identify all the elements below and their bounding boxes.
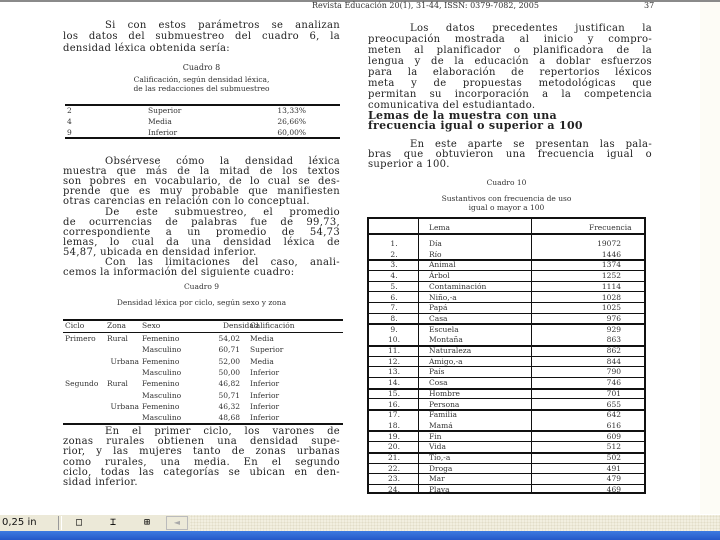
table-rule [63, 332, 343, 333]
lema-cell: Tío,-a [429, 453, 451, 462]
cuadro9-caption: Densidad léxica por ciclo, según sexo y zona [116, 298, 287, 307]
rank-cell: 10. [388, 335, 400, 345]
text-line: meten al planificador o planificadora de la [368, 45, 652, 56]
calificacion-cell: Inferior [250, 379, 280, 389]
multi-page-view-icon[interactable]: ⊞ [143, 517, 151, 528]
frequency-cell: 609 [606, 431, 621, 441]
scroll-left-button[interactable]: ◄ [166, 516, 188, 530]
text-line: superior a 100. [368, 159, 450, 170]
sexo-cell: Femenino [142, 356, 180, 366]
cuadro10-title: Cuadro 10 [486, 178, 527, 187]
frequency-cell: 655 [606, 399, 621, 409]
lema-cell: Árbol [429, 271, 450, 281]
header-ciclo: Ciclo [65, 321, 85, 330]
ciclo-cell: Segundo [65, 379, 99, 389]
densidad-cell: 54,02 [218, 334, 240, 343]
running-header: Revista Educación 20(1), 31-44, ISSN: 0379-7082, 2005 [312, 1, 539, 10]
rank-cell: 24. [388, 485, 400, 495]
text-line: para la elaboración de repertorios léxicos [368, 67, 652, 78]
text-line: cemos la información del siguiente cuadro: [63, 267, 295, 279]
rank-cell: 3. [390, 260, 398, 270]
rank-cell: 8. [390, 313, 398, 323]
rank-cell: 12. [388, 356, 400, 366]
calificacion-cell: Inferior [250, 367, 280, 377]
rating-cell: Superior [148, 106, 182, 115]
text-line: En este aparte se presentan las pala- [410, 139, 652, 150]
text-line: De este submuestreo, el promedio [105, 206, 340, 218]
text-line: zonas rurales obtienen una densidad supe- [63, 436, 340, 448]
frequency-cell: 790 [606, 367, 621, 377]
lema-cell: Día [429, 239, 442, 248]
text-line: otras carencias en relación con lo conceptual. [63, 196, 310, 208]
measurement-readout: 0,25 in [2, 517, 37, 528]
rank-cell: 20. [388, 442, 400, 452]
cuadro8-caption-1: Calificación, según densidad léxica, [133, 75, 270, 84]
sexo-cell: Femenino [142, 379, 180, 389]
single-page-view-icon[interactable]: □ [75, 517, 83, 528]
lema-cell: Escuela [429, 324, 459, 334]
calificacion-cell: Inferior [250, 413, 280, 423]
text-line: muestra que más de la mitad de los textos [63, 166, 340, 178]
lema-cell: Papá [429, 303, 448, 313]
text-line: correspondiente a un promedio de 54,73 [63, 226, 340, 238]
lema-cell: Droga [429, 463, 453, 473]
sexo-cell: Femenino [142, 334, 180, 343]
text-line: lengua y de la educación a doblar esfuerzos [368, 56, 652, 67]
sexo-cell: Femenino [142, 401, 180, 411]
frequency-cell: 746 [606, 378, 621, 388]
calificacion-cell: Media [250, 356, 274, 366]
text-line: comunicativa del estudiantado. [368, 100, 536, 111]
rank-cell: 6. [390, 292, 398, 302]
densidad-cell: 50,71 [218, 390, 240, 400]
lema-cell: Mar [429, 474, 445, 484]
frequency-cell: 844 [606, 356, 621, 366]
count-cell: 2 [67, 106, 72, 115]
lema-cell: Hombre [429, 388, 460, 398]
rating-cell: Media [148, 117, 172, 126]
cuadro10-table [367, 217, 646, 494]
lema-cell: Vida [429, 442, 446, 452]
calificacion-cell: Media [250, 334, 274, 343]
frequency-cell: 616 [606, 420, 621, 430]
densidad-cell: 50,00 [218, 367, 240, 377]
densidad-cell: 46,82 [218, 379, 240, 389]
count-cell: 9 [67, 128, 72, 137]
frequency-cell: 642 [606, 410, 621, 420]
rank-cell: 7. [390, 303, 398, 313]
lema-cell: Animal [429, 260, 456, 270]
text-line: lemas, lo cual da una densidad léxica de [63, 236, 340, 248]
text-line: prende que es muy probable que manifiesten [63, 186, 340, 198]
zona-cell: Rural [107, 379, 128, 389]
rank-cell: 5. [390, 281, 398, 291]
cuadro8-caption-2: de las redacciones del submuestreo [133, 84, 270, 93]
lema-cell: Casa [429, 313, 448, 323]
zona-cell: Urbana [110, 401, 139, 411]
rank-cell: 21. [388, 453, 400, 462]
frequency-cell: 479 [606, 474, 621, 484]
text-line: rior, y las mujeres tanto de zonas urbanas [63, 446, 340, 458]
rank-cell: 14. [388, 378, 400, 388]
rank-cell: 17. [388, 410, 400, 420]
calificacion-cell: Inferior [250, 401, 280, 411]
frequency-cell: 929 [606, 324, 621, 334]
text-line: ciclo, todas las categorías se ubican en den- [63, 466, 340, 478]
rank-cell: 11. [388, 346, 400, 355]
text-line: En el primer ciclo, los varones de [105, 426, 340, 437]
sexo-cell: Masculino [142, 367, 182, 377]
frequency-cell: 862 [606, 346, 621, 355]
cuadro10-caption-1: Sustantivos con frecuencia de uso [441, 194, 572, 203]
lema-cell: Montaña [429, 335, 463, 345]
zona-cell: Urbana [110, 356, 139, 366]
text-line: los datos del submuestreo del cuadro 6, la [63, 31, 340, 43]
frequency-cell: 701 [606, 388, 621, 398]
lema-cell: Familia [429, 410, 457, 420]
lema-cell: Contaminación [429, 281, 487, 291]
horizontal-scrollbar-track[interactable] [190, 515, 720, 532]
rank-cell: 23. [388, 474, 400, 484]
lema-cell: Fin [429, 431, 442, 441]
lema-cell: Río [429, 249, 442, 259]
frequency-cell: 1114 [601, 281, 621, 291]
header-zona: Zona [107, 321, 127, 330]
rank-cell: 15. [388, 388, 400, 398]
rank-cell: 18. [388, 420, 400, 430]
cuadro10-caption-2: igual o mayor a 100 [468, 203, 545, 212]
text-line: sidad inferior. [63, 477, 138, 488]
header-calificacion: Calificación [250, 321, 295, 330]
text-line: densidad léxica obtenida sería: [63, 42, 230, 54]
densidad-cell: 46,32 [218, 401, 240, 411]
table-rule [369, 233, 644, 235]
text-line: Obsérvese cómo la densidad léxica [105, 156, 340, 167]
rating-cell: Inferior [148, 128, 178, 137]
fit-width-view-icon[interactable]: ⌶ [109, 517, 117, 528]
frequency-cell: 491 [606, 463, 621, 473]
text-line: Si con estos parámetros se analizan [105, 20, 340, 31]
header-lema: Lema [429, 223, 451, 232]
text-line: son pobres en vocabulario, de lo cual se des- [63, 176, 340, 188]
rank-cell: 22. [388, 463, 400, 473]
text-line: permitan su incorporación a la competencia [368, 89, 652, 100]
frequency-cell: 469 [606, 485, 621, 495]
status-bar [0, 514, 720, 532]
percent-cell: 26,66% [277, 117, 306, 126]
text-line: Con las limitaciones del caso, anali- [105, 257, 340, 268]
text-line: bras que obtuvieron una frecuencia igual o [368, 149, 652, 160]
frequency-cell: 19072 [597, 239, 621, 248]
densidad-cell: 52,00 [218, 356, 240, 366]
table-rule [63, 423, 343, 425]
lema-cell: Persona [429, 399, 460, 409]
table-rule [65, 137, 340, 139]
rank-cell: 19. [388, 431, 400, 441]
lema-cell: Niño,-a [429, 292, 457, 302]
rank-cell: 2. [390, 249, 398, 259]
percent-cell: 13,33% [277, 106, 306, 115]
sexo-cell: Masculino [142, 390, 182, 400]
header-sexo: Sexo [142, 321, 161, 330]
text-line: 54,87, ubicada en densidad inferior. [63, 246, 257, 258]
text-line: de ocurrencias de palabras fue de 99,73, [63, 216, 340, 228]
lema-cell: Cosa [429, 378, 448, 388]
rank-cell: 1. [390, 239, 398, 248]
densidad-cell: 60,71 [218, 345, 240, 355]
header-densidad: Densidad [223, 321, 259, 330]
rank-cell: 4. [390, 271, 398, 281]
calificacion-cell: Superior [250, 345, 284, 355]
count-cell: 4 [67, 117, 72, 126]
frequency-cell: 1374 [601, 260, 621, 270]
header-frecuencia: Frecuencia [589, 223, 632, 232]
viewer-margin [700, 2, 720, 514]
divider [58, 516, 62, 530]
frequency-cell: 1025 [601, 303, 621, 313]
text-line: Los datos precedentes justifican la [410, 23, 652, 34]
text-line: como rurales, una media. En el segundo [63, 456, 340, 468]
rank-cell: 9. [390, 324, 398, 334]
frequency-cell: 1446 [601, 249, 621, 259]
heading-line: Lemas de la muestra con una [368, 109, 557, 122]
sexo-cell: Masculino [142, 345, 182, 355]
ciclo-cell: Primero [65, 334, 96, 343]
zona-cell: Rural [107, 334, 128, 343]
cuadro9-title: Cuadro 9 [183, 282, 220, 291]
calificacion-cell: Inferior [250, 390, 280, 400]
heading-line: frecuencia igual o superior a 100 [368, 119, 583, 132]
rank-cell: 16. [388, 399, 400, 409]
frequency-cell: 1252 [601, 271, 621, 281]
frequency-cell: 502 [606, 453, 621, 462]
rank-cell: 13. [388, 367, 400, 377]
densidad-cell: 48,68 [218, 413, 240, 423]
frequency-cell: 512 [606, 442, 621, 452]
lema-cell: Amigo,-a [429, 356, 463, 366]
percent-cell: 60,00% [277, 128, 306, 137]
text-line: preocupación mostrada al inicio y compro- [368, 34, 652, 45]
frequency-cell: 863 [606, 335, 621, 345]
sexo-cell: Masculino [142, 413, 182, 423]
lema-cell: País [429, 367, 445, 377]
table-rule [63, 319, 343, 321]
lema-cell: Naturaleza [429, 346, 472, 355]
page-number: 37 [644, 1, 655, 10]
taskbar [0, 531, 720, 540]
frequency-cell: 1028 [601, 292, 621, 302]
text-line: meta y de propuestas metodológicas que [368, 78, 652, 89]
lema-cell: Playa [429, 485, 450, 495]
cuadro8-title: Cuadro 8 [182, 63, 221, 72]
lema-cell: Mamá [429, 420, 453, 430]
frequency-cell: 976 [606, 313, 621, 323]
